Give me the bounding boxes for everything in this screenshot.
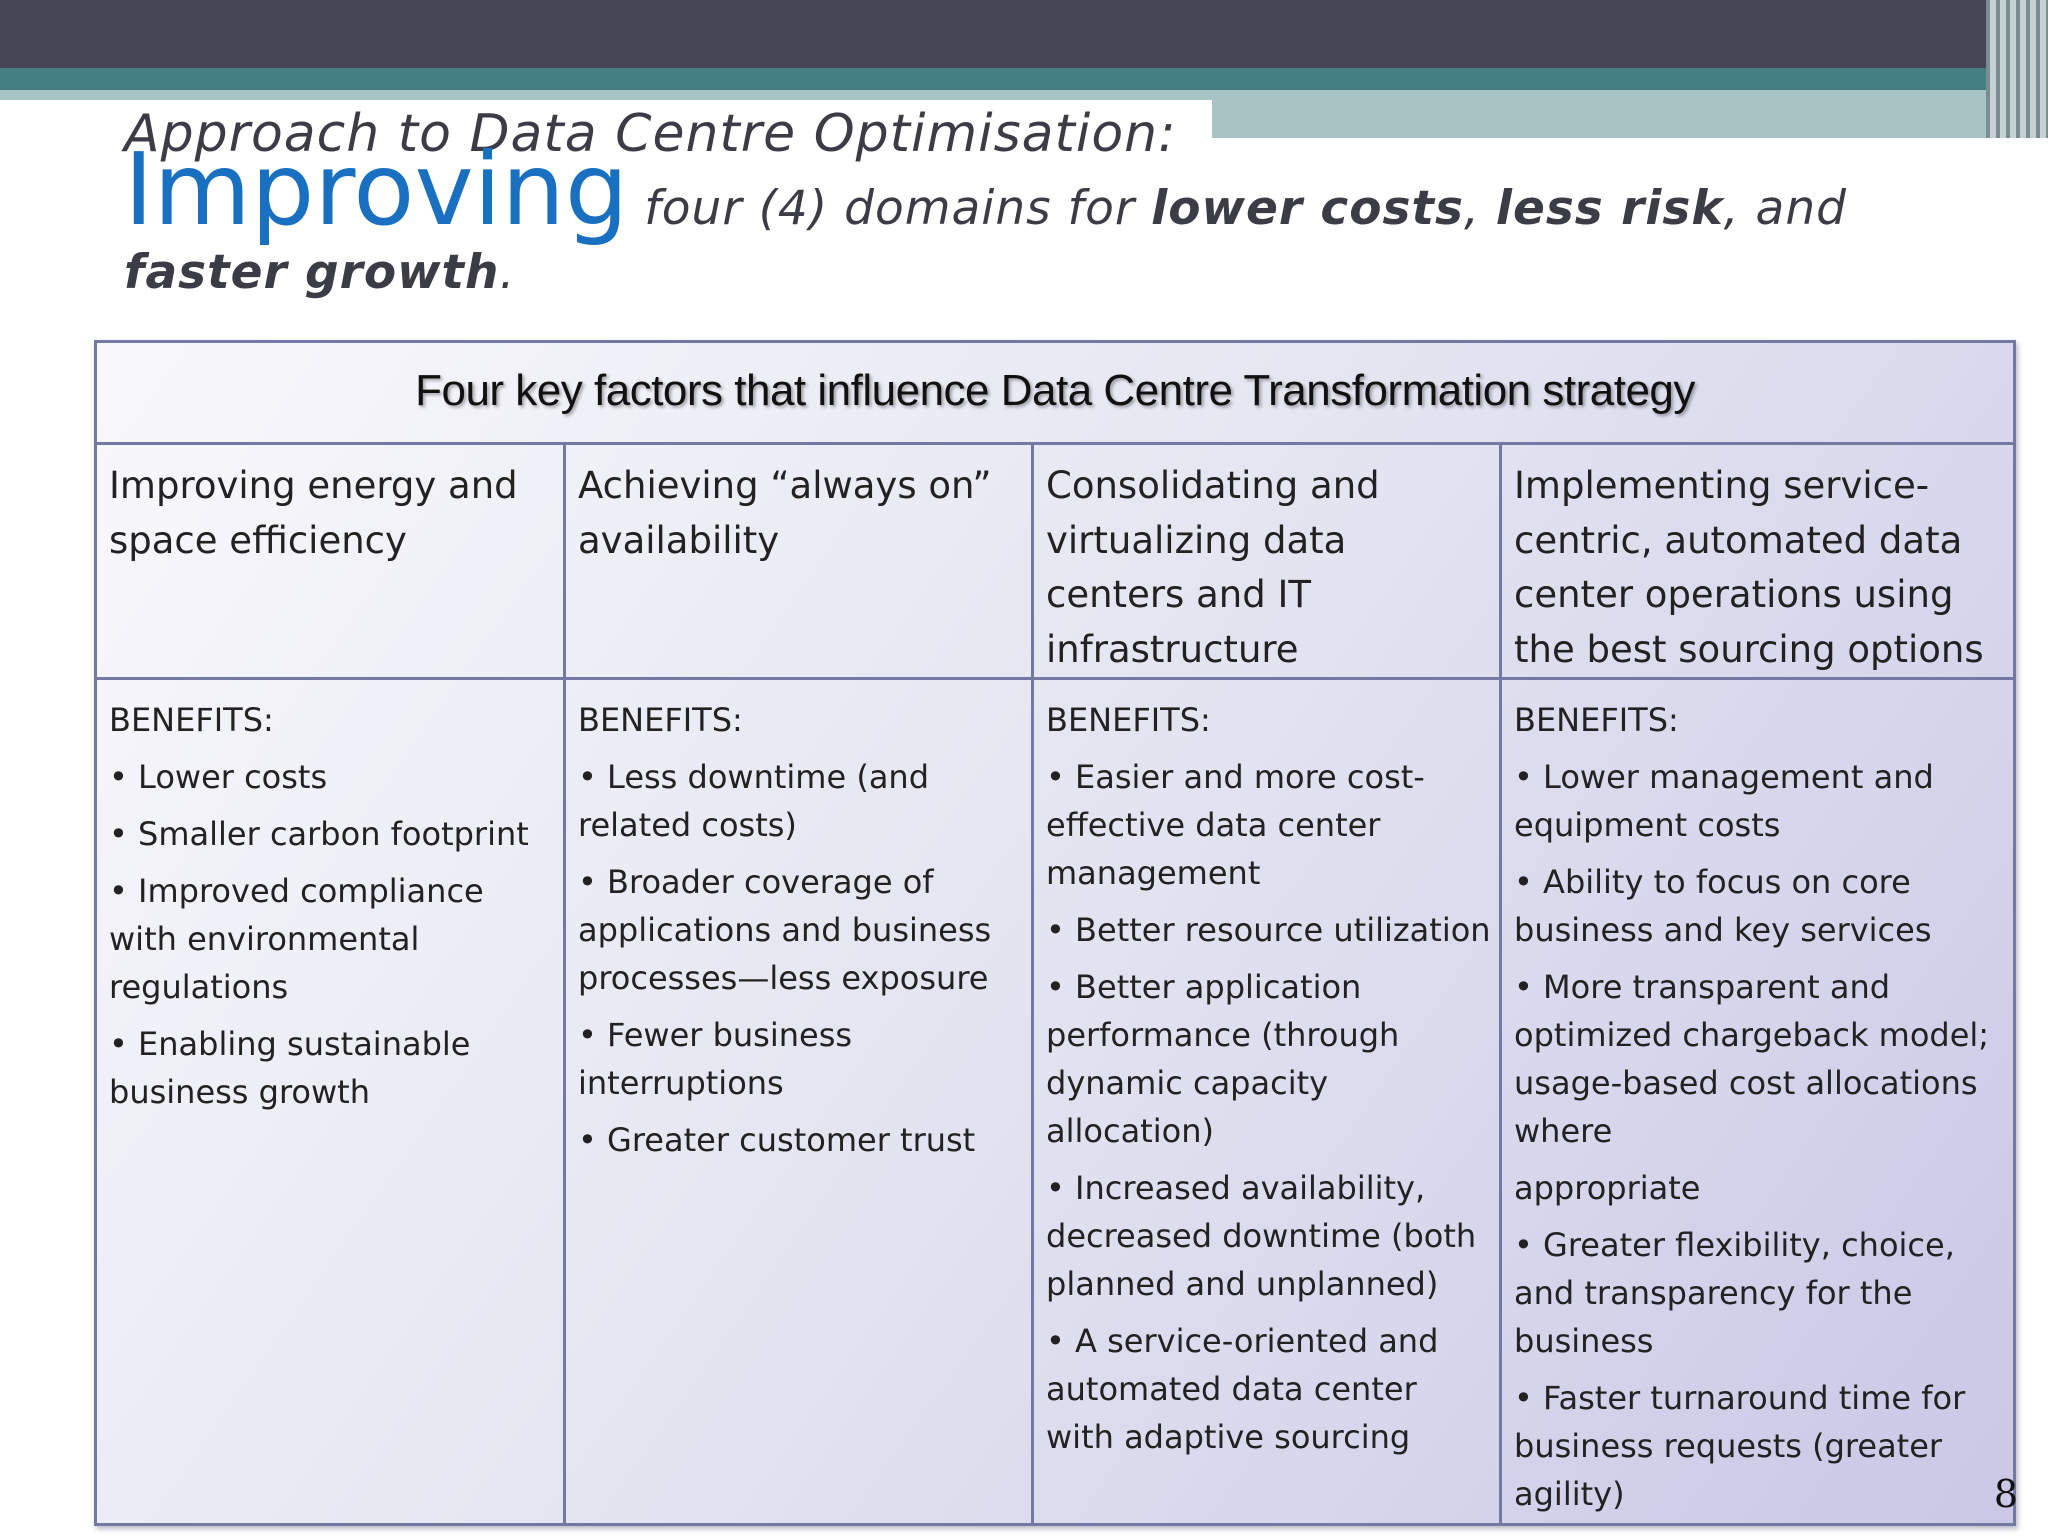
benefits-list [1034, 680, 1499, 1461]
header-bar-dark [0, 0, 2048, 68]
benefit-item: • Better resource utilization [1046, 911, 1491, 949]
factors-table [94, 340, 2016, 1526]
factor-heading: Improving energy and space efficiency [97, 445, 563, 680]
page-number: 8 [1993, 1472, 2018, 1516]
benefits-list [566, 680, 1031, 1164]
headline-bold-lower-costs: lower costs [1151, 181, 1464, 236]
benefits-label: BENEFITS: [1514, 701, 1679, 739]
benefit-item: • Smaller carbon footprint [109, 815, 529, 853]
headline-highlight: Improving [124, 131, 629, 248]
benefit-item: • Less downtime (and related costs) [578, 758, 930, 844]
benefits-list [97, 680, 563, 1116]
header-bar-teal [0, 68, 2048, 90]
benefits-label: BENEFITS: [1046, 701, 1211, 739]
benefit-item: • Better application performance (through dynamic capacity allocation) [1046, 968, 1400, 1150]
benefit-item: • Broader coverage of applications and business processes—less exposure [578, 863, 992, 997]
table-column-availability [563, 445, 1031, 1523]
headline-bold-less-risk: less risk [1495, 181, 1724, 236]
benefit-item: • A service-oriented and automated data center with adaptive sourcing [1046, 1322, 1439, 1456]
table-column-consolidation [1031, 445, 1499, 1523]
headline-end: . [499, 245, 516, 300]
benefits-label: BENEFITS: [109, 701, 274, 739]
header-bar-light-right [1212, 90, 2048, 138]
benefit-item: • More transparent and optimized chargeback model; usage-based cost allocations where [1514, 968, 1990, 1150]
headline-bold-faster-growth: faster growth [124, 245, 500, 300]
benefits-list [1502, 680, 2013, 1518]
factor-heading: Implementing service-centric, automated data center operations using the best sourcing options [1502, 445, 2013, 680]
benefit-item: • Fewer business interruptions [578, 1016, 853, 1102]
benefits-label: BENEFITS: [578, 701, 743, 739]
table-column-service-centric [1499, 445, 2013, 1523]
table-title: Four key factors that influence Data Centre Transformation strategy [97, 343, 2013, 445]
headline-text-1: four (4) domains for [628, 181, 1152, 236]
header-stripes-decoration [1986, 0, 2048, 138]
slide-subtitle: Approach to Data Centre Optimisation: [124, 104, 1177, 164]
benefit-item: • Enabling sustainable business growth [109, 1025, 471, 1111]
benefit-item: appropriate [1514, 1169, 1701, 1207]
benefit-item: • Improved compliance with environmental regulations [109, 872, 484, 1006]
benefit-item: • Greater customer trust [578, 1121, 976, 1159]
header-bar-light-left [0, 90, 1212, 100]
benefit-item: • Ability to focus on core business and key services [1514, 863, 1932, 949]
headline-sep-2: , and [1723, 181, 1847, 236]
benefit-item: • Lower costs [109, 758, 328, 796]
factor-heading: Achieving “always on” availability [566, 445, 1031, 680]
benefit-item: • Increased availability, decreased downtime (both planned and unplanned) [1046, 1169, 1477, 1303]
benefit-item: • Greater flexibility, choice, and transparency for the business [1514, 1226, 1955, 1360]
table-column-energy [97, 445, 563, 1523]
factor-heading: Consolidating and virtualizing data centers and IT infrastructure [1034, 445, 1499, 680]
benefit-item: • Faster turnaround time for business requests (greater agility) [1514, 1379, 1966, 1513]
benefit-item: • Lower management and equipment costs [1514, 758, 1934, 844]
headline-sep-1: , [1463, 181, 1496, 236]
benefit-item: • Easier and more cost-effective data center management [1046, 758, 1425, 892]
